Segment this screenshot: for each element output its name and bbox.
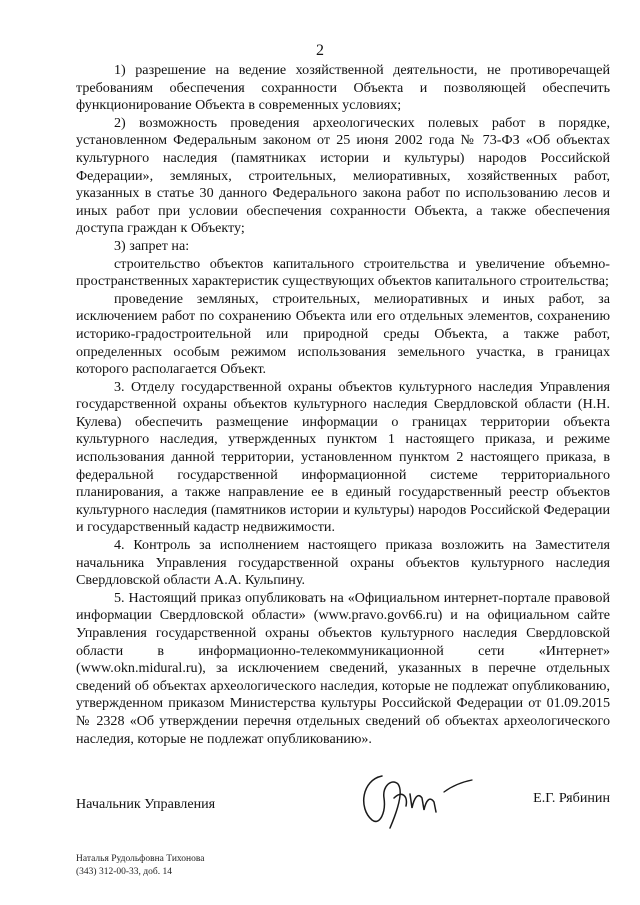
paragraph-ban-works: проведение земляных, строительных, мелиоративных и иных работ, за исключением работ по сохранению Объекта или его отдельных элементов, сохранению историко-градостроительной или природной среды Объекта, а также работ, определенных особым режимом использования земельного участка, в границах которого располагается Объект.: [76, 290, 610, 378]
paragraph-point-3: 3. Отделу государственной охраны объектов культурного наследия Управления государственной охраны объектов культурного наследия Свердловской области (Н.Н. Кулева) обеспечить размещение информации о границах территории объекта культурного наследия, утвержденных пунктом 1 настоящего приказа, и режиме использования данной территории, установленном пунктом 2 настоящего приказа, в федеральной государственной информационной системе территориального планирования, а также направление ее в единый государственный реестр объектов культурного наследия (памятников истории и культуры) народов Российской Федерации и государственный кадастр недвижимости.: [76, 378, 610, 536]
signer-name: Е.Г. Рябинин: [533, 790, 610, 806]
document-body: [76, 62, 610, 748]
signature-block: [76, 790, 610, 830]
executor-name: Наталья Рудольфовна Тихонова: [76, 854, 205, 864]
executor-phone: (343) 312-00-33, доб. 14: [76, 867, 172, 877]
handwritten-signature: [352, 768, 482, 838]
paragraph-ban-construction: строительство объектов капитального строительства и увеличение объемно-пространственных характеристик существующих объектов капитального строительства;: [76, 255, 610, 290]
paragraph-item-3: 3) запрет на:: [114, 237, 190, 254]
signer-position: Начальник Управления: [76, 796, 216, 812]
page-number: 2: [316, 42, 324, 59]
executor-info: [76, 853, 204, 879]
paragraph-item-1: 1) разрешение на ведение хозяйственной деятельности, не противоречащей требованиям обеспечения сохранности Объекта и позволяющей обеспечить функционирование Объекта в современных условиях;: [76, 62, 610, 114]
paragraph-item-2: 2) возможность проведения археологических полевых работ в порядке, установленном Федеральным законом от 25 июня 2002 года № 73-ФЗ «Об объектах культурного наследия (памятниках истории и культуры) народов Российской Федерации», земляных, строительных, мелиоративных, хозяйственных работ, указанных в статье 30 данного Федерального закона работ по использованию лесов и иных работ при условии обеспечения сохранности Объекта, а также обеспечения доступа граждан к Объекту;: [76, 114, 610, 237]
paragraph-point-5: 5. Настоящий приказ опубликовать на «Официальном интернет-портале правовой информации Свердловской области» (www.pravo.gov66.ru) и на официальном сайте Управления государственной охраны объектов культурного наследия Свердловской области в информационно-телекоммуникационной сети «Интернет» (www.okn.midural.ru), за исключением сведений, указанных в перечне отдельных сведений об объектах археологического наследия, которые не подлежат опубликованию, утвержденном приказом Министерства культуры Российской Федерации от 01.09.2015 № 2328 «Об утверждении перечня отдельных сведений об объектах археологического наследия, которые не подлежат опубликованию».: [76, 589, 610, 747]
paragraph-point-4: 4. Контроль за исполнением настоящего приказа возложить на Заместителя начальника Управления государственной охраны объектов культурного наследия Свердловской области А.А. Кульпину.: [76, 537, 610, 589]
